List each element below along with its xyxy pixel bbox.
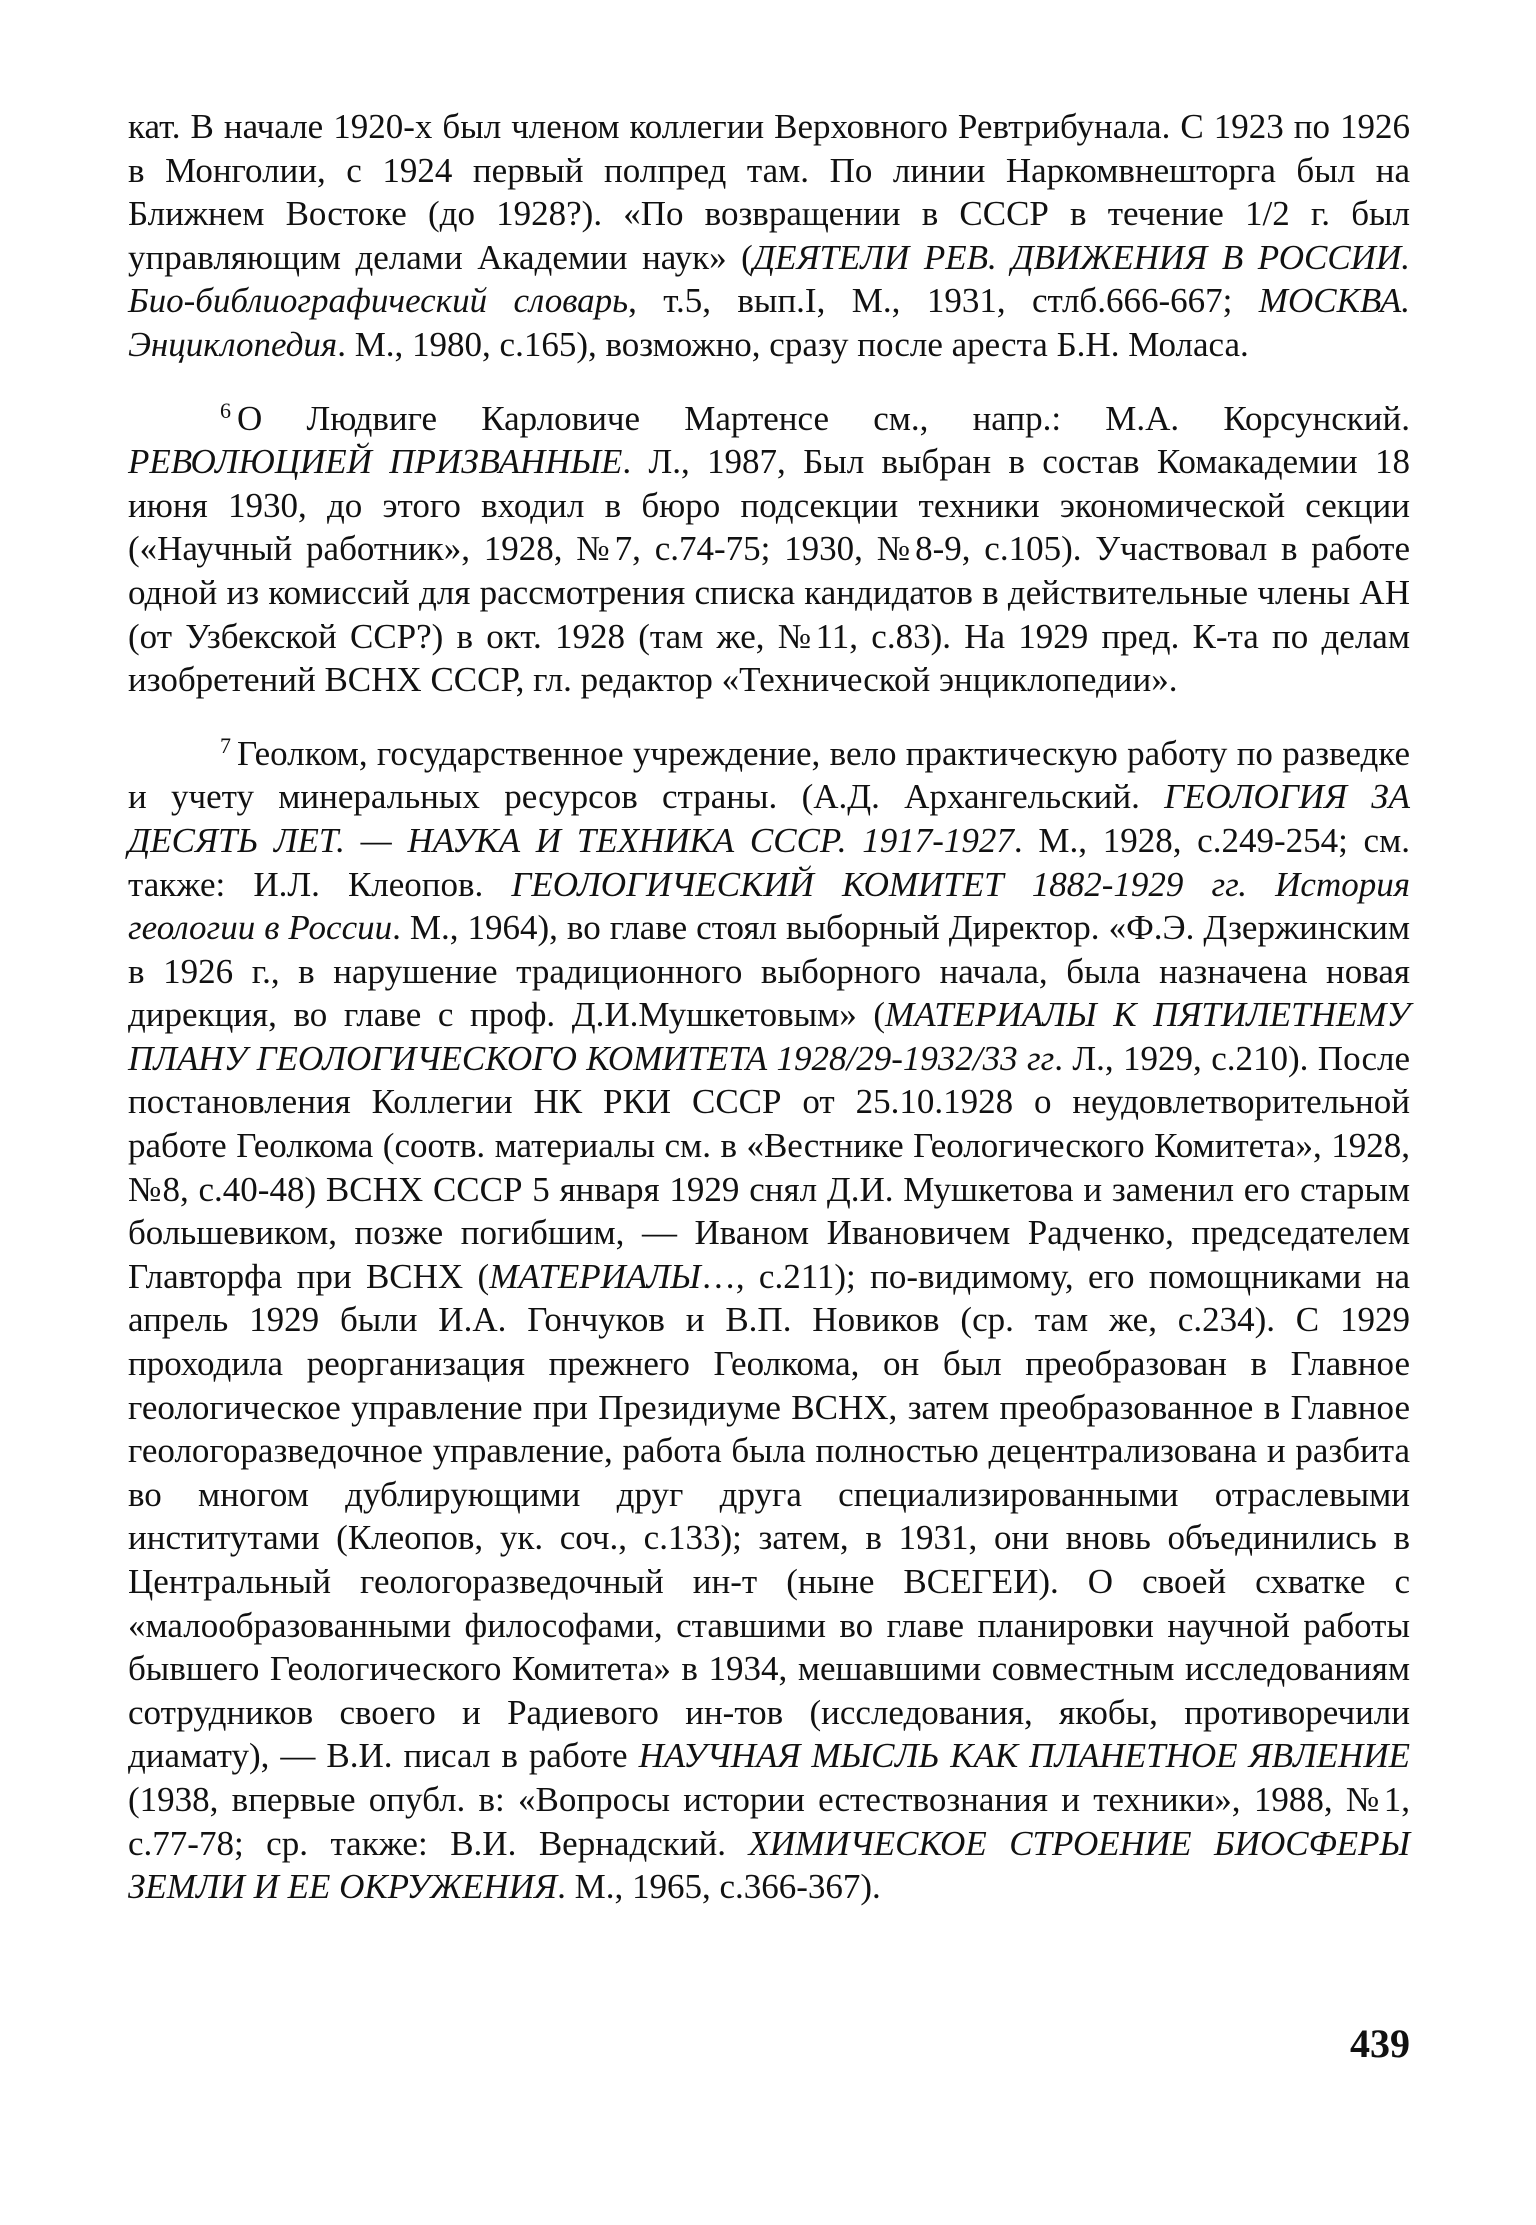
footnote-6	[128, 397, 1410, 702]
italic-citation: ГЕОЛОГИЧЕСКИЙ КОМИТЕТ 1882-1929 гг. История геологии в России	[128, 864, 1411, 948]
text-segment: . Л., 1987, Был выбран в состав Комакадемии 18 июня 1930, до этого входил в бюро подсекции техники экономической секции («Научный работник», 1928, №7, с.74-75; 1930, №8-9, с.105). Участвовал в работе одной из комиссий для рассмотрения списка кандидатов в действительные члены АН (от Узбекской ССР?) в окт. 1928 (там же, №11, с.83). На 1929 пред. К-та по делам изобретений ВСНХ СССР, гл. редактор «Технической энциклопедии».	[128, 442, 1410, 700]
italic-citation: ДЕЯТЕЛИ РЕВ. ДВИЖЕНИЯ В РОССИИ. Био-библиографический словарь	[128, 237, 1410, 321]
text-segment: , т.5, вып.I, М., 1931, стлб.666-667;	[628, 281, 1259, 321]
footnote-marker: 7	[220, 732, 231, 758]
text-segment: . М., 1964), во главе стоял выборный Директор. «Ф.Э. Дзержинским в 1926 г., в нарушение традиционного выборного начала, была назначена новая дирекция, во главе с проф. Д.И.Мушкетовым» (	[128, 908, 1411, 1035]
footnote-marker: 6	[220, 397, 231, 423]
italic-citation: ГЕОЛОГИЯ ЗА ДЕСЯТЬ ЛЕТ. — НАУКА И ТЕХНИКА СССР. 1917-1927	[128, 777, 1410, 860]
text-segment: . М., 1928, с.249-254; см. также: И.Л. Клеопов.	[128, 820, 1410, 904]
italic-citation: ХИМИЧЕСКОЕ СТРОЕНИЕ БИОСФЕРЫ ЗЕМЛИ И ЕЕ ОКРУЖЕНИЯ	[128, 1823, 1411, 1907]
text-segment: Геолком, государственное учреждение, вело практическую работу по разведке и учету минеральных ресурсов страны. (А.Д. Архангельский.	[128, 733, 1410, 817]
text-segment: . Л., 1929, с.210). После постановления Коллегии НК РКИ СССР от 25.10.1928 о неудовлетворительной работе Геолкома (соотв. материалы см. в «Вестнике Геологического Комитета», 1928, №8, с.40-48) ВСНХ СССР 5 января 1929 снял Д.И. Мушкетова и заменил его старым большевиком, позже погибшим, — Иваном Ивановичем Радченко, председателем Главторфа при ВСНХ (	[128, 1038, 1410, 1296]
text-segment: . М., 1980, с.165), возможно, сразу после ареста Б.Н. Моласа.	[337, 324, 1249, 364]
text-segment: . М., 1965, с.366-367).	[557, 1867, 881, 1907]
italic-citation: НАУЧНАЯ МЫСЛЬ КАК ПЛАНЕТНОЕ ЯВЛЕНИЕ	[638, 1736, 1410, 1776]
text-segment: О Людвиге Карловиче Мартенсе см., напр.: М.А. Корсунский.	[237, 398, 1410, 438]
italic-citation: МАТЕРИАЛЫ К ПЯТИЛЕТНЕМУ ПЛАНУ ГЕОЛОГИЧЕСКОГО КОМИТЕТА 1928/29-1932/33 гг	[128, 995, 1411, 1078]
text-segment: кат. В начале 1920-х был членом коллегии Верховного Ревтрибунала. С 1923 по 1926 в Монголии, с 1924 первый полпред там. По линии Наркомвнешторга был на Ближнем Востоке (до 1928?). «По возвращении в СССР в течение 1/2 г. был управляющим делами Академии наук» (	[128, 107, 1410, 277]
continued-footnote-text	[128, 105, 1410, 367]
italic-citation: РЕВОЛЮЦИЕЙ ПРИЗВАННЫЕ	[128, 442, 623, 482]
italic-citation: МОСКВА. Энциклопедия	[128, 281, 1410, 364]
text-segment: …, с.211); по-видимому, его помощниками на апрель 1929 были И.А. Гончуков и В.П. Новиков (ср. там же, с.234). С 1929 проходила реорганизация прежнего Геолкома, он был преобразован в Главное геологическое управление при Президиуме ВСНХ, затем преобразованное в Главное геологоразведочное управление, работа была полностью децентрализована и разбита во многом дублирующими друг друга специализированными отраслевыми институтами (Клеопов, ук. соч., с.133); затем, в 1931, они вновь объединились в Центральный геологоразведочный ин-т (ныне ВСЕГЕИ). О своей схватке с «малообразованными философами, ставшими во главе планировки научной работы бывшего Геологического Комитета» в 1934, мешавшими совместным исследованиям сотрудников своего и Радиевого ин-тов (исследования, якобы, противоречили диамату), — В.И. писал в работе	[128, 1256, 1410, 1776]
page-body	[128, 105, 1410, 1909]
page-number: 439	[1350, 2021, 1410, 2066]
footnote-7	[128, 732, 1410, 1909]
text-segment: (1938, впервые опубл. в: «Вопросы истории естествознания и техники», 1988, №1, с.77-78; ср. также: В.И. Вернадский.	[128, 1779, 1410, 1863]
italic-citation: МАТЕРИАЛЫ	[489, 1256, 701, 1296]
